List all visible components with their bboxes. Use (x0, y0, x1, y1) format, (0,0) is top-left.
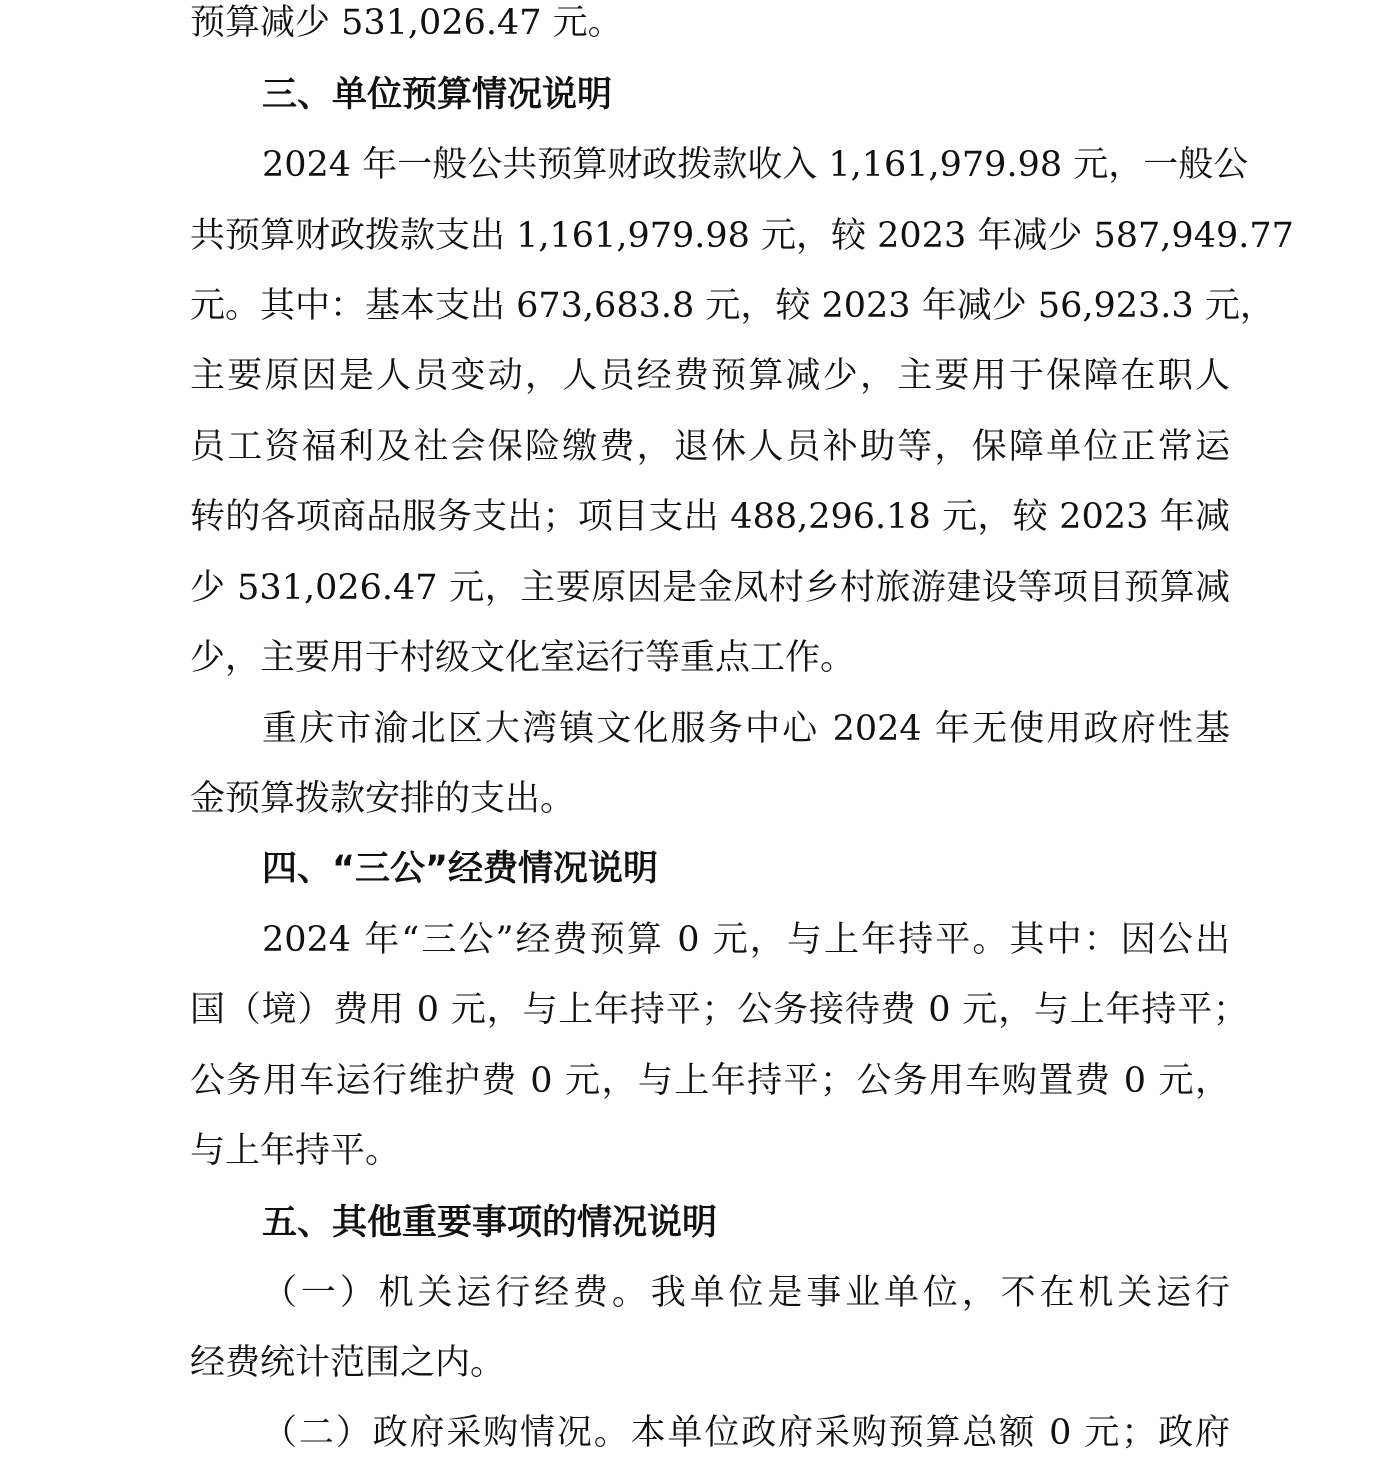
paragraph-line: 国（境）费用 0 元，与上年持平；公务接待费 0 元，与上年持平； (190, 990, 1248, 1030)
paragraph-line: 少 531,026.47 元，主要原因是金凤村乡村旅游建设等项目预算减 (190, 568, 1230, 608)
section-heading-5: 五、其他重要事项的情况说明 (262, 1203, 718, 1243)
paragraph-line: 元。其中：基本支出 673,683.8 元，较 2023 年减少 56,923.3 元， (190, 286, 1275, 326)
section-heading-4: 四、“三公”经费情况说明 (262, 849, 659, 889)
paragraph-line: （二）政府采购情况。本单位政府采购预算总额 0 元；政府 (262, 1413, 1230, 1453)
paragraph-line: 员工资福利及社会保险缴费，退休人员补助等，保障单位正常运 (190, 427, 1230, 467)
paragraph-line: 共预算财政拨款支出 1,161,979.98 元，较 2023 年减少 587,949.77 (190, 216, 1294, 256)
paragraph-line: 2024 年一般公共预算财政拨款收入 1,161,979.98 元，一般公 (262, 145, 1249, 185)
paragraph-line: 预算减少 531,026.47 元。 (190, 3, 623, 43)
paragraph-line: 2024 年“三公”经费预算 0 元，与上年持平。其中：因公出 (262, 920, 1230, 960)
paragraph-line: 与上年持平。 (190, 1131, 401, 1171)
section-heading-3: 三、单位预算情况说明 (262, 75, 613, 115)
paragraph-line: 金预算拨款安排的支出。 (190, 779, 576, 819)
paragraph-line: 转的各项商品服务支出；项目支出 488,296.18 元，较 2023 年减 (190, 497, 1230, 537)
paragraph-line: 主要原因是人员变动，人员经费预算减少，主要用于保障在职人 (190, 356, 1230, 396)
paragraph-line: 少，主要用于村级文化室运行等重点工作。 (190, 638, 856, 678)
paragraph-line: 经费统计范围之内。 (190, 1343, 506, 1383)
paragraph-line: 重庆市渝北区大湾镇文化服务中心 2024 年无使用政府性基 (262, 709, 1230, 749)
paragraph-line: （一）机关运行经费。我单位是事业单位，不在机关运行 (262, 1273, 1230, 1313)
paragraph-line: 公务用车运行维护费 0 元，与上年持平；公务用车购置费 0 元， (190, 1061, 1230, 1101)
